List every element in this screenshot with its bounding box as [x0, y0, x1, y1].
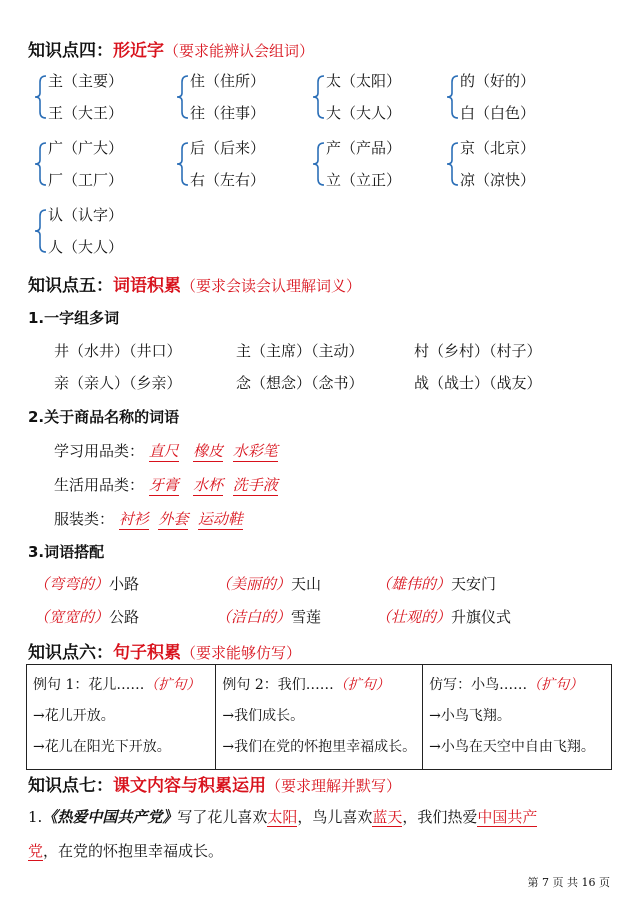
- category-label: 生活用品类：: [54, 476, 145, 494]
- pair-bottom: 王（大王）: [48, 104, 124, 122]
- sentence-cell: 仿写：小鸟……（扩句） →小鸟飞翔。 →小鸟在天空中自由飞翔。: [423, 665, 612, 770]
- category-row: [54, 508, 243, 529]
- pair-top: 认（认字）: [48, 206, 124, 224]
- brace-icon: [446, 75, 460, 119]
- subheading-1: 1.一字组多词: [28, 309, 120, 327]
- brace-icon: [446, 142, 460, 186]
- category-item: 直尺: [148, 442, 179, 460]
- subheading-2: 2.关于商品名称的词语: [28, 408, 180, 426]
- category-item: 牙膏: [148, 476, 179, 494]
- category-label: 学习用品类：: [54, 442, 145, 460]
- pair-top: 太（太阳）: [326, 72, 402, 90]
- pair-bottom: 厂（工厂）: [48, 171, 124, 189]
- pair-bottom: 人（大人）: [48, 238, 124, 256]
- pair-top: 的（好的）: [460, 72, 536, 90]
- word-group: 井（水井）（井口）: [54, 342, 182, 360]
- collocation: （洁白的）雪莲: [216, 608, 322, 626]
- pair-top: 后（后来）: [190, 139, 266, 157]
- collocation: （弯弯的）小路: [34, 575, 140, 593]
- section-heading-7: 知识点七：课文内容与积累运用（要求理解并默写）: [28, 776, 402, 796]
- collocation: （美丽的）天山: [216, 575, 322, 593]
- collocation: （雄伟的）天安门: [376, 575, 497, 593]
- category-label: 服装类：: [54, 510, 115, 528]
- category-row: [54, 440, 278, 461]
- pair-bottom: 右（左右）: [190, 171, 266, 189]
- paragraph-line-2: 党，在党的怀抱里幸福成长。: [28, 842, 224, 860]
- pair-top: 住（住所）: [190, 72, 266, 90]
- pair-bottom: 往（往事）: [190, 104, 266, 122]
- pair-top: 主（主要）: [48, 72, 124, 90]
- collocation: （宽宽的）公路: [34, 608, 140, 626]
- sentence-cell: 例句 1：花儿……（扩句） →花儿开放。 →花儿在阳光下开放。: [27, 665, 216, 770]
- category-item: 橡皮: [193, 442, 224, 460]
- paragraph-line-1: 1.《热爱中国共产党》写了花儿喜欢太阳，鸟儿喜欢蓝天，我们热爱中国共产: [28, 808, 538, 826]
- word-group: 战（战士）（战友）: [414, 374, 542, 392]
- subheading-3: 3.词语搭配: [28, 543, 105, 561]
- pair-top: 广（广大）: [48, 139, 124, 157]
- sentence-cell: 例句 2：我们……（扩句） →我们成长。 →我们在党的怀抱里幸福成长。: [216, 665, 423, 770]
- category-item: 水彩笔: [232, 442, 278, 460]
- section-heading-5: 知识点五：词语积累（要求会读会认理解词义）: [28, 276, 362, 296]
- brace-icon: [176, 142, 190, 186]
- category-item: 运动鞋: [197, 510, 243, 528]
- category-item: 洗手液: [232, 476, 278, 494]
- page-footer: 第 7 页 共 16 页: [527, 876, 610, 889]
- word-group: 亲（亲人）（乡亲）: [54, 374, 182, 392]
- collocation: （壮观的）升旗仪式: [376, 608, 512, 626]
- section-heading-4: 知识点四：形近字（要求能辨认会组词）: [28, 41, 315, 61]
- brace-icon: [34, 209, 48, 253]
- category-item: 水杯: [193, 476, 224, 494]
- brace-icon: [312, 142, 326, 186]
- category-item: 衬衫: [118, 510, 149, 528]
- sentence-table: [26, 664, 612, 770]
- pair-bottom: 大（大人）: [326, 104, 402, 122]
- brace-icon: [34, 142, 48, 186]
- pair-bottom: 白（白色）: [460, 104, 536, 122]
- pair-top: 产（产品）: [326, 139, 402, 157]
- category-row: [54, 474, 278, 495]
- word-group: 主（主席）（主动）: [236, 342, 364, 360]
- category-item: 外套: [158, 510, 189, 528]
- section-heading-6: 知识点六：句子积累（要求能够仿写）: [28, 643, 302, 663]
- brace-icon: [34, 75, 48, 119]
- brace-icon: [312, 75, 326, 119]
- word-group: 念（想念）（念书）: [236, 374, 364, 392]
- pair-bottom: 凉（凉快）: [460, 171, 536, 189]
- brace-icon: [176, 75, 190, 119]
- pair-bottom: 立（立正）: [326, 171, 402, 189]
- pair-top: 京（北京）: [460, 139, 536, 157]
- word-group: 村（乡村）（村子）: [414, 342, 542, 360]
